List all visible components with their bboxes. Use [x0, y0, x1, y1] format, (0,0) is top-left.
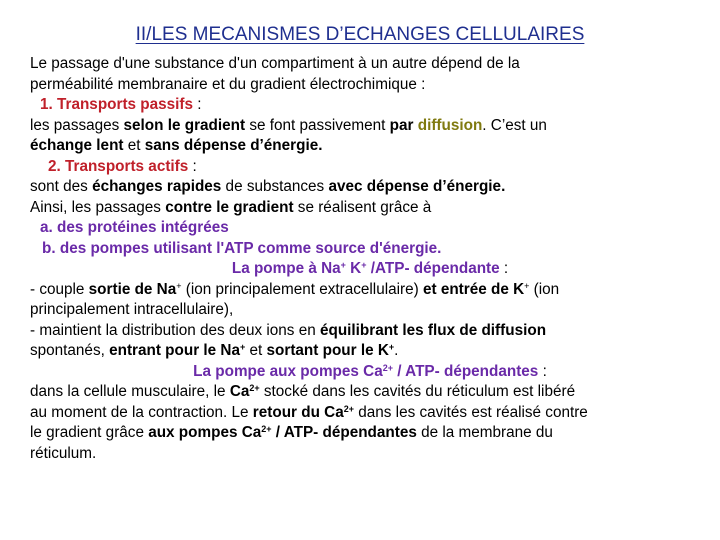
pump-ca-heading: [30, 362, 710, 383]
superscript: +: [239, 342, 246, 352]
text-run: équilibrant les flux de diffusion: [319, 321, 547, 339]
text-run: /ATP- dépendante: [366, 260, 500, 277]
superscript: +: [524, 280, 530, 291]
text-run: dans les cavités est réalisé contre: [354, 403, 588, 421]
active-line-1: [30, 177, 710, 198]
text-run: / ATP- dépendantes: [392, 362, 539, 380]
superscript: +: [361, 260, 367, 270]
text-run: se réalisent grâce à: [293, 198, 432, 216]
pump-ca-line-1: [30, 382, 710, 403]
superscript: +: [176, 280, 182, 291]
active-heading-line: [30, 157, 710, 178]
text-run: les passages: [30, 116, 124, 134]
pump-na-k-heading: [30, 259, 710, 280]
passive-line-1: [30, 116, 710, 137]
superscript: 2+: [261, 424, 272, 434]
passive-heading-line: [30, 95, 710, 116]
text-run: K: [345, 260, 362, 277]
text-run: aux pompes Ca: [148, 424, 262, 441]
text-run: .: [394, 342, 399, 359]
passive-heading: 1. Transports passifs: [40, 96, 194, 113]
text-run: diffusion: [417, 116, 483, 134]
text-run: contre le gradient: [165, 198, 294, 216]
active-line-2: [30, 198, 710, 219]
text-run: stocké dans les cavités du réticulum est libéré: [259, 383, 576, 400]
pump-ca-line-2: [30, 403, 710, 424]
text-run: retour du Ca: [252, 403, 344, 421]
passive-heading-colon: :: [193, 96, 202, 113]
pump-na-k-line-2: principalement intracellulaire),: [30, 301, 234, 318]
text-run: sortant pour le K: [266, 342, 389, 359]
active-item-b: b. des pompes utilisant l'ATP comme source d'énergie.: [42, 239, 442, 257]
text-run: au moment de la contraction. Le: [30, 403, 253, 421]
pump-na-k-line-1: [30, 280, 710, 301]
text-run: le gradient grâce: [30, 424, 149, 441]
text-run: sans dépense d’énergie.: [144, 137, 323, 154]
text-run: avec dépense d’énergie.: [328, 178, 506, 195]
passive-line-2: [30, 136, 710, 157]
text-run: :: [499, 260, 509, 277]
pump-ca-line-4: réticulum.: [30, 444, 97, 462]
text-run: et: [245, 342, 267, 359]
superscript: +: [388, 342, 395, 352]
active-heading-colon: :: [188, 157, 197, 175]
text-run: selon le gradient: [123, 116, 246, 134]
superscript: 2+: [343, 403, 354, 414]
text-run: - couple: [30, 280, 89, 298]
text-run: entrant pour le Na: [109, 342, 240, 359]
text-run: dans la cellule musculaire, le: [30, 383, 230, 400]
text-run: Ainsi, les passages: [30, 198, 166, 216]
intro-line-2: perméabilité membranaire et du gradient électrochimique :: [30, 75, 426, 93]
active-heading: 2. Transports actifs: [48, 157, 189, 175]
slide-body: [30, 54, 710, 464]
text-run: spontanés,: [30, 342, 110, 359]
superscript: 2+: [249, 383, 260, 393]
text-run: échanges rapides: [92, 178, 222, 195]
text-run: sortie de Na: [88, 280, 177, 298]
text-run: Ca: [229, 383, 250, 400]
text-run: (ion: [529, 280, 560, 298]
text-run: - maintient la distribution des deux ions en: [30, 321, 320, 339]
text-run: . C’est un: [482, 116, 547, 134]
text-run: La pompe aux pompes Ca: [193, 362, 383, 380]
active-item-a: a. des protéines intégrées: [40, 219, 229, 236]
text-run: La pompe à Na: [231, 260, 341, 277]
text-run: se font passivement: [245, 116, 390, 134]
slide-title: II/LES MECANISMES D’ECHANGES CELLULAIRES: [135, 24, 585, 45]
text-run: :: [538, 362, 547, 380]
pump-ca-line-3: [30, 423, 710, 444]
text-run: par: [389, 116, 414, 134]
text-run: et: [123, 137, 145, 154]
text-run: et entrée de K: [422, 280, 525, 298]
pump-na-k-line-4: [30, 341, 710, 362]
text-run: (ion principalement extracellulaire): [181, 280, 423, 298]
text-run: sont des: [30, 178, 93, 195]
text-run: de la membrane du: [416, 424, 553, 441]
pump-na-k-line-3: [30, 321, 710, 342]
intro-line-1: Le passage d'une substance d'un compartiment à un autre dépend de la: [30, 55, 520, 72]
text-run: échange lent: [30, 137, 124, 154]
text-run: de substances: [221, 178, 329, 195]
superscript: +: [340, 260, 346, 270]
superscript: 2+: [382, 362, 393, 373]
text-run: / ATP- dépendantes: [271, 424, 417, 441]
